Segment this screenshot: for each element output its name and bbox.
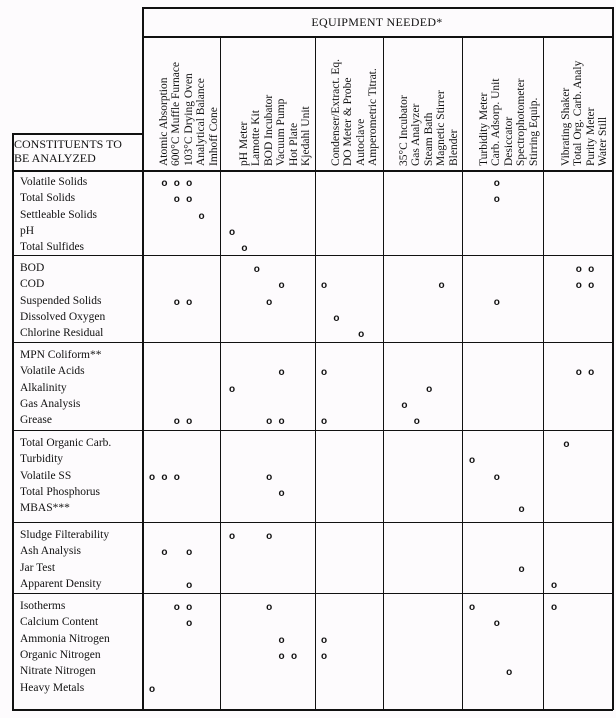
row-group-divider xyxy=(12,522,613,523)
row-group-divider xyxy=(12,342,613,343)
equipment-label: Spectrophotometer xyxy=(515,78,528,166)
constituent-label: Heavy Metals xyxy=(20,681,85,694)
constituent-label: Total Organic Carb. xyxy=(20,437,112,449)
column-group-divider xyxy=(220,37,221,710)
equipment-label: Magnetic Stirrer xyxy=(435,90,448,166)
equipment-label: Analytical Balance xyxy=(195,78,208,166)
right-border xyxy=(612,7,614,710)
equipment-mark: o xyxy=(161,547,168,559)
equipment-mark: o xyxy=(161,178,168,189)
bottom-border xyxy=(12,709,613,711)
constituents-header-line2: BE ANALYZED xyxy=(14,151,96,165)
constituents-header xyxy=(14,137,140,165)
constituent-label: Ash Analysis xyxy=(20,545,82,558)
equipment-mark: o xyxy=(518,563,525,575)
constituent-label: Total Sulfides xyxy=(20,241,85,254)
equipment-mark: o xyxy=(493,178,500,189)
constituent-label: Settleable Solids xyxy=(20,208,97,221)
constituent-label: Volatile Solids xyxy=(20,176,88,188)
equipment-mark: o xyxy=(148,683,156,695)
constituent-label: Sludge Filterability xyxy=(20,529,110,541)
equipment-mark: o xyxy=(506,667,513,679)
equipment-mark: o xyxy=(320,416,328,428)
equipment-label: Gas Analyzer xyxy=(410,103,423,166)
equipment-mark: o xyxy=(173,296,180,308)
equipment-mark: o xyxy=(186,579,193,591)
equipment-label: Stirring Equip. xyxy=(527,97,540,166)
equipment-mark: o xyxy=(173,416,180,428)
equipment-label: Purity Meter xyxy=(584,107,597,166)
constituent-label: Suspended Solids xyxy=(20,294,102,307)
equipment-mark: o xyxy=(550,579,558,591)
equipment-label: BOD Incubator xyxy=(262,94,275,166)
equipment-mark: o xyxy=(493,471,500,483)
equipment-label: 600°C Muffle Furnace xyxy=(170,61,183,166)
equipment-label: 35°C Incubator xyxy=(398,95,410,166)
constituent-label: Volatile Acids xyxy=(20,365,85,378)
equipment-mark: o xyxy=(438,280,445,292)
equipment-mark: o xyxy=(588,367,595,379)
row-group-divider xyxy=(12,255,613,256)
equipment-label: Steam Bath xyxy=(422,112,435,166)
constituent-label: Gas Analysis xyxy=(20,397,81,410)
equipment-mark: o xyxy=(493,194,500,206)
equipment-label: Blender xyxy=(447,129,460,166)
equipment-mark: o xyxy=(426,383,433,395)
equipment-mark: o xyxy=(266,602,273,613)
equipment-mark: o xyxy=(253,264,260,275)
constituents-header-top-border xyxy=(12,133,143,135)
equipment-label: Vibrating Shaker xyxy=(560,87,572,166)
row-group-divider xyxy=(12,593,613,594)
equipment-mark: o xyxy=(320,280,328,292)
equipment-label: Hot Plate xyxy=(287,122,300,166)
constituent-label: Organic Nitrogen xyxy=(20,648,101,661)
equipment-mark: o xyxy=(493,296,500,308)
equipment-label: DO Meter & Probe xyxy=(342,77,355,166)
equipment-mark: o xyxy=(278,367,285,379)
equipment-mark: o xyxy=(173,471,180,483)
equipment-needed-title: EQUIPMENT NEEDED* xyxy=(311,15,443,29)
equipment-mark: o xyxy=(468,602,476,613)
equipment-label: Condenser/Extract. Eq. xyxy=(330,59,342,166)
header-bottom-border xyxy=(12,170,613,172)
equipment-mark: o xyxy=(228,383,236,395)
equipment-mark: o xyxy=(186,416,193,428)
equipment-mark: o xyxy=(563,439,570,450)
equipment-mark: o xyxy=(278,650,285,662)
equipment-mark: o xyxy=(198,210,205,222)
constituent-label: Volatile SS xyxy=(20,469,72,482)
equipment-label: Atomic Absorption xyxy=(158,77,170,166)
constituent-label: Total Solids xyxy=(20,192,76,205)
equipment-label: Kjedahl Unit xyxy=(300,106,312,166)
equipment-label: Water Still xyxy=(597,116,610,166)
equipment-label: Vacuum Pump xyxy=(275,98,288,166)
equipment-mark: o xyxy=(550,602,558,613)
equipment-mark: o xyxy=(320,367,328,379)
equipment-mark: o xyxy=(228,531,236,542)
equipment-mark: o xyxy=(173,178,180,189)
column-group-divider xyxy=(543,37,544,710)
equipment-mark: o xyxy=(518,504,525,516)
constituent-label: Nitrate Nitrogen xyxy=(20,665,96,678)
equipment-label: pH Meter xyxy=(238,121,250,166)
equipment-label: Imhoff Cone xyxy=(207,107,220,166)
left-border xyxy=(12,133,14,710)
constituent-label: Jar Test xyxy=(20,561,56,574)
equipment-mark: o xyxy=(320,634,328,646)
equipment-label: Total Org. Carb. Analy xyxy=(572,60,585,166)
equipment-mark: o xyxy=(266,531,273,542)
equipment-mark: o xyxy=(266,296,273,308)
equipment-mark: o xyxy=(413,416,420,428)
constituent-label: Alkalinity xyxy=(20,381,67,394)
equipment-mark: o xyxy=(278,280,285,292)
equipment-mark: o xyxy=(266,416,273,428)
row-group-divider xyxy=(12,430,613,431)
equipment-mark: o xyxy=(278,416,285,428)
equipment-mark: o xyxy=(186,602,193,613)
equipment-mark: o xyxy=(186,194,193,206)
constituent-label: Grease xyxy=(20,414,52,427)
equipment-label: Autoclave xyxy=(354,118,367,166)
equipment-mark: o xyxy=(161,471,168,483)
equipment-mark: o xyxy=(278,487,285,499)
header-top-border xyxy=(142,7,613,9)
equipment-mark: o xyxy=(575,264,582,275)
equipment-mark: o xyxy=(358,329,365,341)
equipment-mark: o xyxy=(290,650,298,662)
equipment-label: Desiccator xyxy=(502,116,515,166)
equipment-mark: o xyxy=(186,618,193,630)
column-group-divider xyxy=(315,37,316,710)
equipment-mark: o xyxy=(186,178,193,189)
constituent-label: Isotherms xyxy=(20,600,66,612)
equipment-mark: o xyxy=(333,312,340,324)
equipment-label: Carb. Adsorp. Unit xyxy=(490,78,503,166)
constituent-label: Dissolved Oxygen xyxy=(20,310,106,323)
equipment-mark: o xyxy=(588,280,595,292)
equipment-mark: o xyxy=(320,650,328,662)
equipment-mark: o xyxy=(228,226,236,238)
constituent-label: COD xyxy=(20,278,45,291)
constituent-label: Calcium Content xyxy=(20,616,99,629)
equipment-label: Turbidity Meter xyxy=(478,92,490,166)
equipment-mark: o xyxy=(588,264,595,275)
equipment-mark: o xyxy=(173,194,180,206)
equipment-left-border xyxy=(142,7,144,710)
constituent-label: Ammonia Nitrogen xyxy=(20,632,110,645)
equipment-mark: o xyxy=(173,602,180,613)
equipment-mark: o xyxy=(241,243,248,255)
column-group-divider xyxy=(383,37,384,710)
equipment-label: Lamotte Kit xyxy=(250,110,263,166)
equipment-label: Amperometric Titrat. xyxy=(367,68,380,166)
constituent-label: Total Phosphorus xyxy=(20,485,101,498)
constituent-label: pH xyxy=(20,224,35,237)
equipment-mark: o xyxy=(575,367,582,379)
constituents-header-line1: CONSTITUENTS TO xyxy=(14,137,122,151)
constituent-label: MBAS*** xyxy=(20,502,70,515)
constituent-label: Turbidity xyxy=(20,453,64,466)
constituent-label: MPN Coliform** xyxy=(20,349,102,361)
equipment-mark: o xyxy=(401,399,408,411)
equipment-label: 103°C Drying Oven xyxy=(182,73,195,166)
equipment-mark: o xyxy=(575,280,582,292)
equipment-mark: o xyxy=(493,618,500,630)
equipment-mark: o xyxy=(278,634,285,646)
equipment-mark: o xyxy=(148,471,156,483)
constituent-label: Apparent Density xyxy=(20,577,102,590)
constituent-label: BOD xyxy=(20,262,45,274)
equipment-mark: o xyxy=(468,455,476,467)
constituent-label: Chlorine Residual xyxy=(20,327,104,340)
column-group-divider xyxy=(462,37,463,710)
equipment-mark: o xyxy=(266,471,273,483)
equipment-mark: o xyxy=(186,296,193,308)
equipment-mark: o xyxy=(186,547,193,559)
